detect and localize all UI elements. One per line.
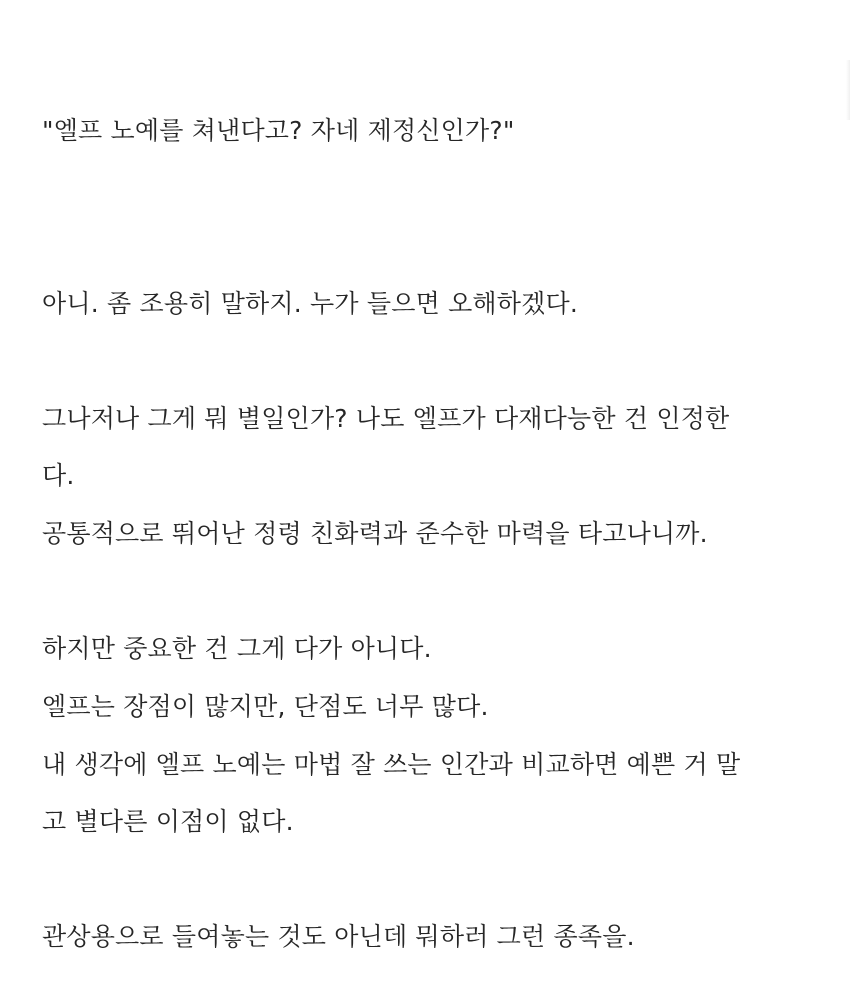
text-line: 엘프는 장점이 많지만, 단점도 너무 많다. bbox=[42, 692, 489, 721]
text-line: 공통적으로 뛰어난 정령 친화력과 준수한 마력을 타고나니까. bbox=[42, 519, 708, 548]
text-line: 고 별다른 이점이 없다. bbox=[42, 807, 294, 836]
text-line: 아니. 좀 조용히 말하지. 누가 들으면 오해하겠다. bbox=[42, 289, 578, 318]
text-line: 하지만 중요한 건 그게 다가 아니다. bbox=[42, 634, 432, 663]
text-line: 관상용으로 들여놓는 것도 아닌데 뭐하러 그런 종족을. bbox=[42, 922, 635, 951]
text-line: 다. bbox=[42, 461, 75, 490]
text-line-quote: "엘프 노예를 쳐낸다고? 자네 제정신인가?" bbox=[42, 116, 515, 145]
text-line: 내 생각에 엘프 노예는 마법 잘 쓰는 인간과 비교하면 예쁜 거 말 bbox=[42, 750, 741, 779]
scroll-edge bbox=[846, 60, 850, 120]
text-line: 그나저나 그게 뭐 별일인가? 나도 엘프가 다재다능한 건 인정한 bbox=[42, 404, 730, 433]
